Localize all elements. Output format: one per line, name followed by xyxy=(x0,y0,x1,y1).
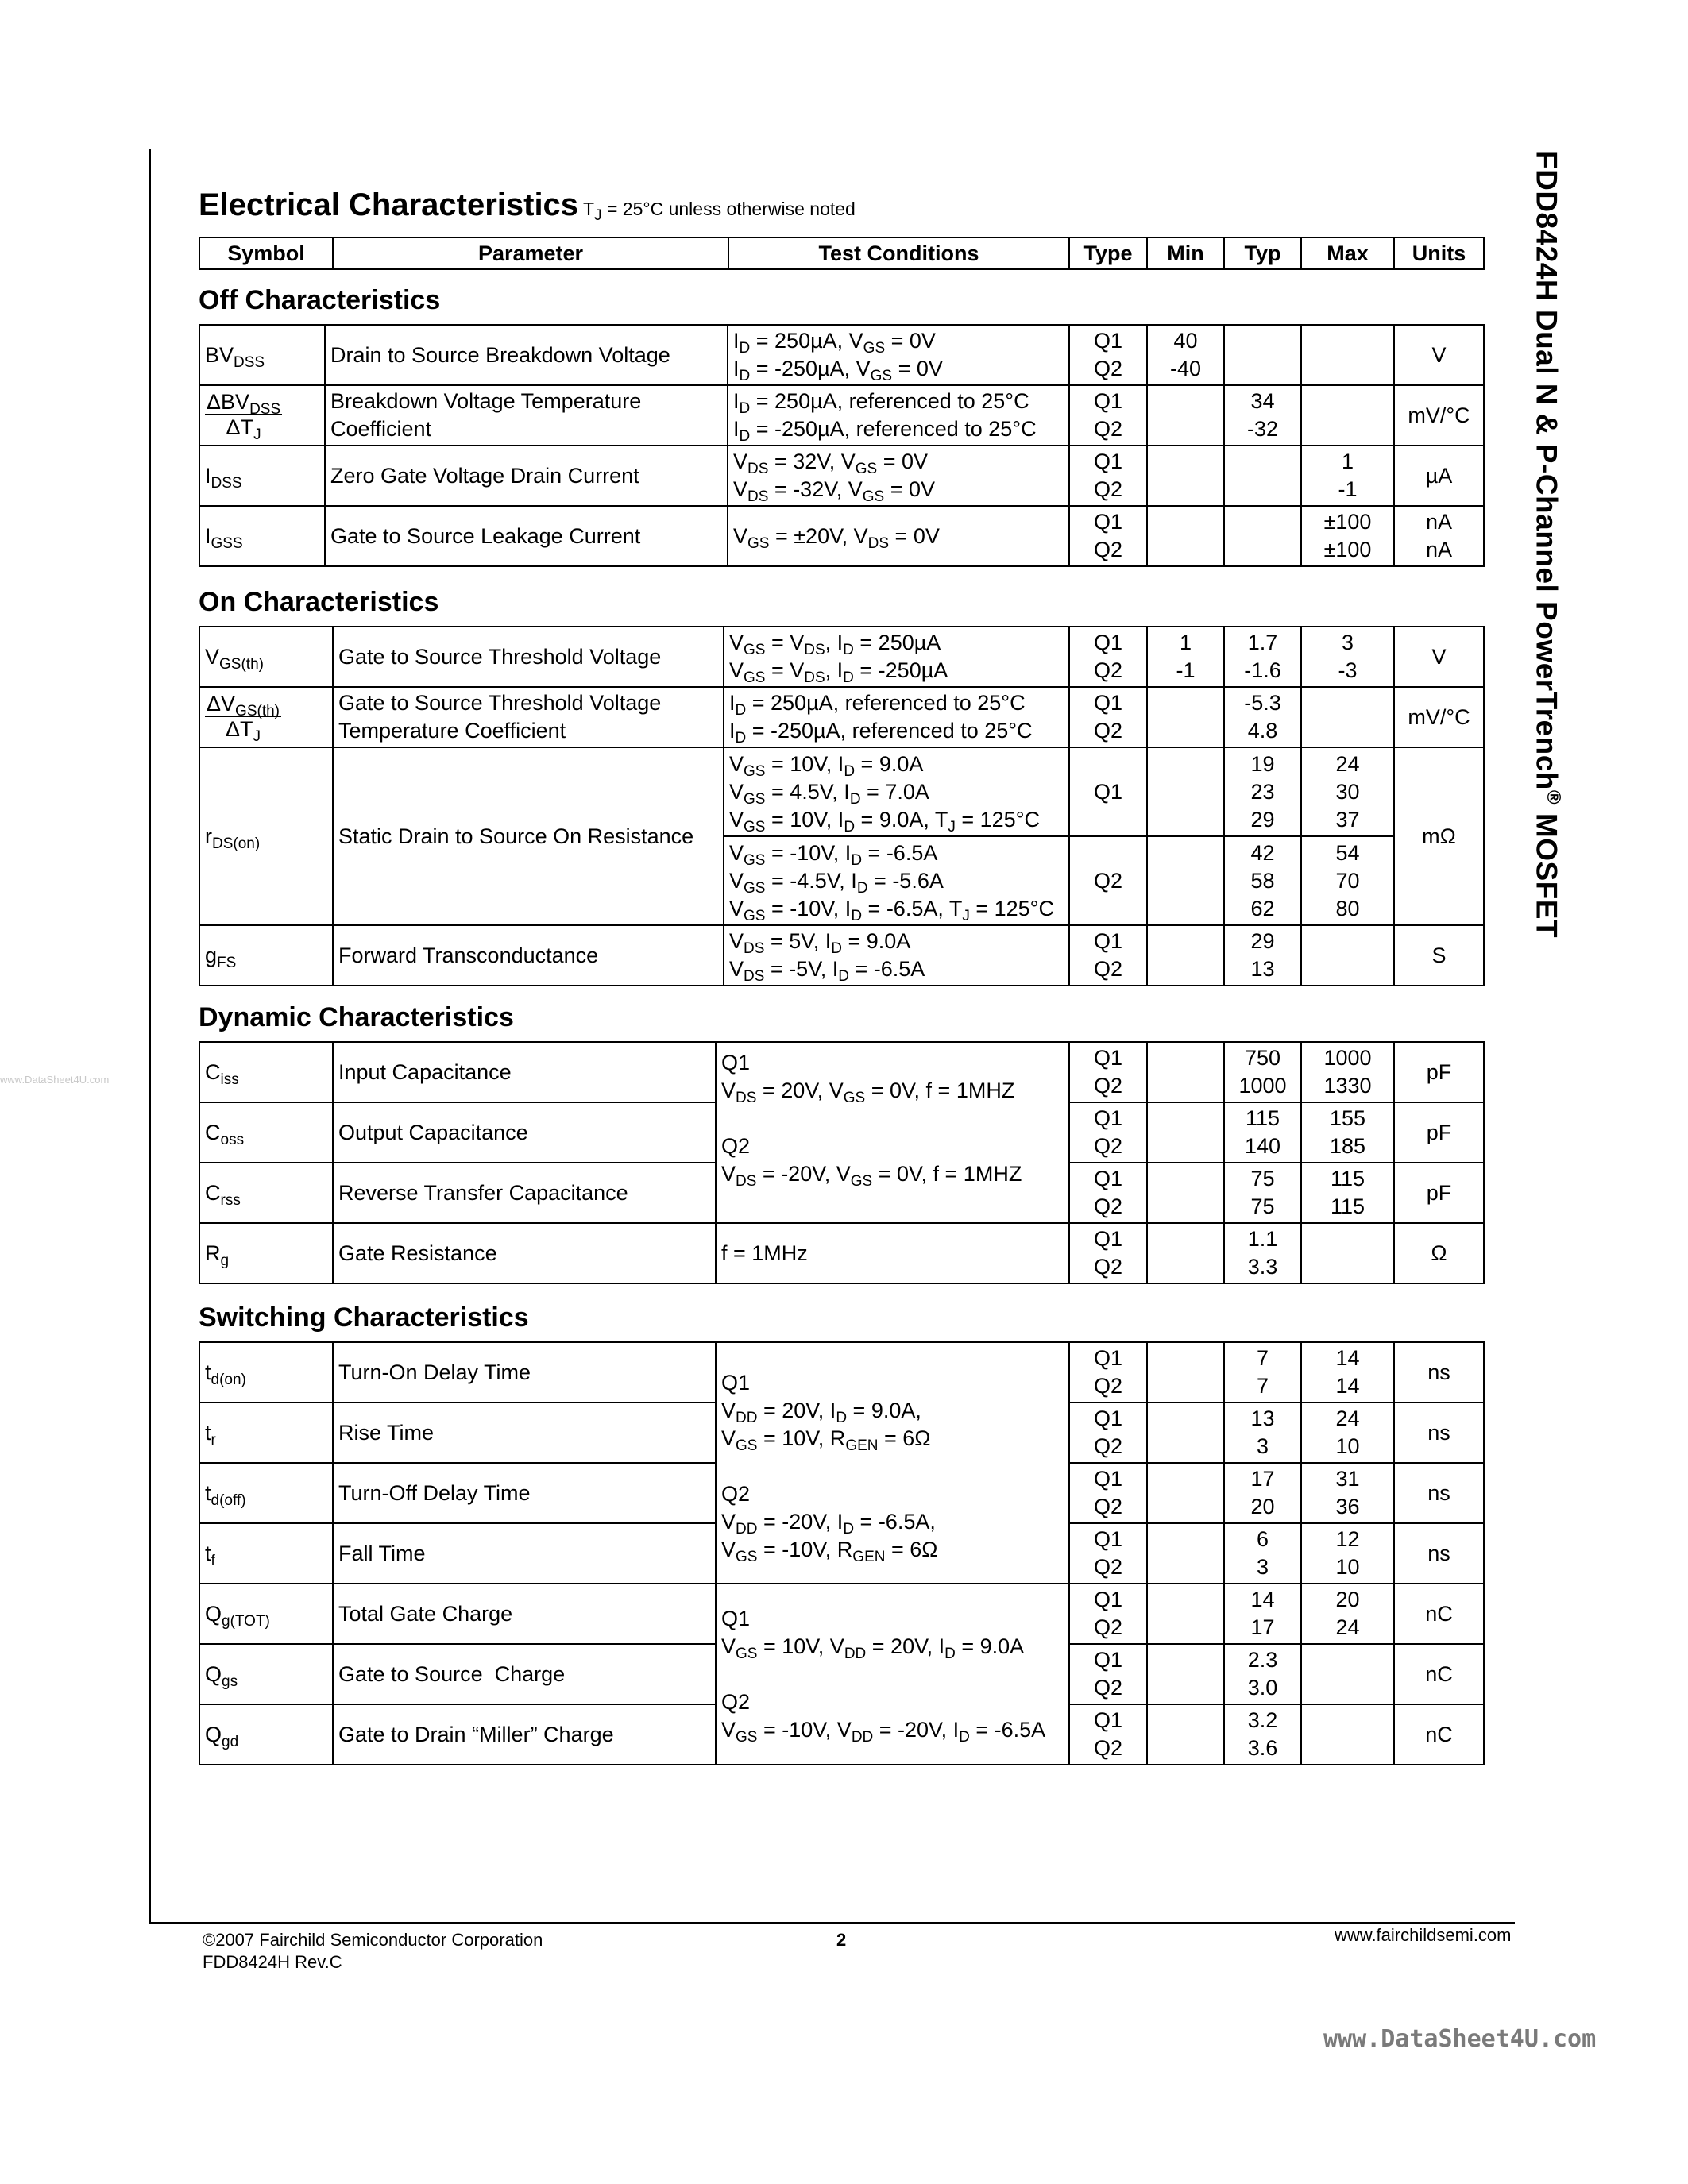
min xyxy=(1147,1523,1224,1584)
typ: 6 3 xyxy=(1224,1523,1301,1584)
col-test-conditions: Test Conditions xyxy=(728,237,1069,269)
symbol: $g_{FS}$ xyxy=(199,925,333,986)
symbol: $r_{DS(on)}$ xyxy=(199,747,333,925)
symbol: $V_{GS(th)}$ xyxy=(199,627,333,687)
min xyxy=(1147,1342,1224,1403)
dynamic-table xyxy=(199,1041,1485,1284)
parameter: Gate Resistance xyxy=(333,1223,716,1283)
type: Q1 Q2 xyxy=(1069,1523,1147,1584)
units: Ω xyxy=(1394,1223,1484,1283)
units: pF xyxy=(1394,1102,1484,1163)
units: pF xyxy=(1394,1163,1484,1223)
col-parameter: Parameter xyxy=(333,237,728,269)
page-title xyxy=(199,187,856,223)
typ xyxy=(1224,506,1301,566)
title-condition: $T_J = 25^\circ C$ unless otherwise noted xyxy=(583,199,856,224)
footer-part-rev: FDD8424H Rev.C xyxy=(203,1952,342,1972)
units: ns xyxy=(1394,1403,1484,1463)
max: 54 70 80 xyxy=(1301,836,1394,925)
max: 155 185 xyxy=(1301,1102,1394,1163)
switching-table xyxy=(199,1341,1485,1765)
parameter: Fall Time xyxy=(333,1523,716,1584)
typ: 115 140 xyxy=(1224,1102,1301,1163)
min xyxy=(1147,385,1224,446)
parameter: Rise Time xyxy=(333,1403,716,1463)
max xyxy=(1301,385,1394,446)
watermark-small: www.DataSheet4U.com xyxy=(0,1074,110,1086)
test-conditions: Q1 $V_{GS} = 10V$, $V_{DD} = 20V$, $I_D = 9.0A$ Q2 $V_{GS} = -10V$, $V_{DD} = -20V$, $I_D = -6.5A$ xyxy=(716,1584,1069,1765)
symbol: $C_{oss}$ xyxy=(199,1102,333,1163)
type: Q1 Q2 xyxy=(1069,506,1147,566)
parameter: Static Drain to Source On Resistance xyxy=(333,747,724,925)
parameter: Gate to Source Threshold Voltage Temperature Coefficient xyxy=(333,687,724,747)
min xyxy=(1147,506,1224,566)
parameter: Turn-Off Delay Time xyxy=(333,1463,716,1523)
parameter: Turn-On Delay Time xyxy=(333,1342,716,1403)
units: pF xyxy=(1394,1042,1484,1102)
max xyxy=(1301,325,1394,385)
test-conditions: $V_{DS} = 5V$, $I_D = 9.0A$ $V_{DS} = -5V$, $I_D = -6.5A$ xyxy=(724,925,1069,986)
table-row xyxy=(199,506,1484,566)
test-conditions: $V_{GS} = V_{DS}$, $I_D = 250\mu A$ $V_{GS} = V_{DS}$, $I_D = -250\mu A$ xyxy=(724,627,1069,687)
parameter: Drain to Source Breakdown Voltage xyxy=(325,325,728,385)
title-main: Electrical Characteristics xyxy=(199,187,579,222)
table-row xyxy=(199,687,1484,747)
symbol: $C_{iss}$ xyxy=(199,1042,333,1102)
min xyxy=(1147,836,1224,925)
table-row xyxy=(199,627,1484,687)
units: ns xyxy=(1394,1463,1484,1523)
min xyxy=(1147,1223,1224,1283)
section-off: Off Characteristics xyxy=(199,285,441,315)
min xyxy=(1147,925,1224,986)
min xyxy=(1147,1704,1224,1765)
units: ns xyxy=(1394,1342,1484,1403)
symbol: $Q_{gd}$ xyxy=(199,1704,333,1765)
typ: 3.2 3.6 xyxy=(1224,1704,1301,1765)
units: V xyxy=(1394,325,1484,385)
units: mΩ xyxy=(1394,747,1484,925)
units: mV/°C xyxy=(1394,687,1484,747)
footer-url[interactable]: www.fairchildsemi.com xyxy=(1335,1925,1512,1945)
min xyxy=(1147,1042,1224,1102)
table-row xyxy=(199,1342,1484,1403)
symbol: $t_r$ xyxy=(199,1403,333,1463)
table-row xyxy=(199,446,1484,506)
type: Q1 Q2 xyxy=(1069,1463,1147,1523)
typ: 2.3 3.0 xyxy=(1224,1644,1301,1704)
min xyxy=(1147,446,1224,506)
off-table xyxy=(199,324,1485,567)
min xyxy=(1147,1102,1224,1163)
typ: 7 7 xyxy=(1224,1342,1301,1403)
symbol: $I_{DSS}$ xyxy=(199,446,325,506)
max xyxy=(1301,925,1394,986)
symbol: $\frac{\Delta BV_{DSS}}{\Delta T_J}$ xyxy=(199,385,325,446)
section-dynamic: Dynamic Characteristics xyxy=(199,1002,514,1032)
max: 14 14 xyxy=(1301,1342,1394,1403)
max xyxy=(1301,1644,1394,1704)
typ: 14 17 xyxy=(1224,1584,1301,1644)
symbol: $Q_{g(TOT)}$ xyxy=(199,1584,333,1644)
max: 3 -3 xyxy=(1301,627,1394,687)
symbol: $Q_{gs}$ xyxy=(199,1644,333,1704)
parameter: Forward Transconductance xyxy=(333,925,724,986)
table-row xyxy=(199,325,1484,385)
typ: 17 20 xyxy=(1224,1463,1301,1523)
parameter: Gate to Drain “Miller” Charge xyxy=(333,1704,716,1765)
test-conditions: $I_D = 250\mu A$, $V_{GS} = 0V$ $I_D = -250\mu A$, $V_{GS} = 0V$ xyxy=(728,325,1069,385)
typ: 19 23 29 xyxy=(1224,747,1301,836)
parameter: Reverse Transfer Capacitance xyxy=(333,1163,716,1223)
table-row xyxy=(199,385,1484,446)
min: 1 -1 xyxy=(1147,627,1224,687)
section-switching: Switching Characteristics xyxy=(199,1302,529,1333)
table-row xyxy=(199,1584,1484,1644)
typ: 75 75 xyxy=(1224,1163,1301,1223)
typ: 34 -32 xyxy=(1224,385,1301,446)
type: Q1 Q2 xyxy=(1069,1644,1147,1704)
max xyxy=(1301,687,1394,747)
symbol: $BV_{DSS}$ xyxy=(199,325,325,385)
max: 1 -1 xyxy=(1301,446,1394,506)
test-conditions: f = 1MHz xyxy=(716,1223,1069,1283)
type: Q1 Q2 xyxy=(1069,1102,1147,1163)
type: Q1 Q2 xyxy=(1069,925,1147,986)
col-max: Max xyxy=(1301,237,1394,269)
footer-copyright: ©2007 Fairchild Semiconductor Corporation xyxy=(203,1930,543,1950)
units: nC xyxy=(1394,1644,1484,1704)
min xyxy=(1147,1403,1224,1463)
parameter: Gate to Source Leakage Current xyxy=(325,506,728,566)
max: 12 10 xyxy=(1301,1523,1394,1584)
type: Q1 Q2 xyxy=(1069,627,1147,687)
parameter: Breakdown Voltage Temperature Coefficient xyxy=(325,385,728,446)
max: 24 10 xyxy=(1301,1403,1394,1463)
typ: 13 3 xyxy=(1224,1403,1301,1463)
test-conditions: $V_{GS} = \pm 20V$, $V_{DS} = 0V$ xyxy=(728,506,1069,566)
test-conditions: $V_{GS} = -10V$, $I_D = -6.5A$ $V_{GS} = -4.5V$, $I_D = -5.6A$ $V_{GS} = -10V$, $I_D = -6.5A$, $T_J = 125^\circ C$ xyxy=(724,836,1069,925)
type: Q1 Q2 xyxy=(1069,1223,1147,1283)
units: nA nA xyxy=(1394,506,1484,566)
test-conditions: Q1 $V_{DD} = 20V$, $I_D = 9.0A$, $V_{GS} = 10V$, $R_{GEN} = 6\Omega$ Q2 $V_{DD} = -20V$, $I_D = -6.5A$, $V_{GS} = -10V$, $R_{GEN} = 6\Omega$ xyxy=(716,1342,1069,1584)
symbol: $\frac{\Delta V_{GS(th)}}{\Delta T_J}$ xyxy=(199,687,333,747)
type: Q1 Q2 xyxy=(1069,1342,1147,1403)
table-row xyxy=(199,925,1484,986)
symbol: $C_{rss}$ xyxy=(199,1163,333,1223)
typ: -5.3 4.8 xyxy=(1224,687,1301,747)
min xyxy=(1147,1163,1224,1223)
max xyxy=(1301,1223,1394,1283)
type: Q1 Q2 xyxy=(1069,1163,1147,1223)
col-min: Min xyxy=(1147,237,1224,269)
units: nC xyxy=(1394,1584,1484,1644)
side-title: FDD8424H Dual N & P-Channel PowerTrench® MOSFET xyxy=(1530,151,1564,939)
type: Q1 Q2 xyxy=(1069,1403,1147,1463)
max xyxy=(1301,1704,1394,1765)
parameter: Gate to Source Charge xyxy=(333,1644,716,1704)
section-on: On Characteristics xyxy=(199,587,439,617)
max: 31 36 xyxy=(1301,1463,1394,1523)
col-typ: Typ xyxy=(1224,237,1301,269)
min xyxy=(1147,1644,1224,1704)
max: 1000 1330 xyxy=(1301,1042,1394,1102)
header-table xyxy=(199,237,1485,270)
type: Q1 Q2 xyxy=(1069,446,1147,506)
typ: 750 1000 xyxy=(1224,1042,1301,1102)
units: ns xyxy=(1394,1523,1484,1584)
units: mV/°C xyxy=(1394,385,1484,446)
test-conditions: $V_{GS} = 10V$, $I_D = 9.0A$ $V_{GS} = 4.5V$, $I_D = 7.0A$ $V_{GS} = 10V$, $I_D = 9.0A$, $T_J = 125^\circ C$ xyxy=(724,747,1069,836)
test-conditions: Q1 $V_{DS} = 20V$, $V_{GS} = 0V$, f = 1MHZ Q2 $V_{DS} = -20V$, $V_{GS} = 0V$, f = 1MHZ xyxy=(716,1042,1069,1223)
max: ±100 ±100 xyxy=(1301,506,1394,566)
typ: 42 58 62 xyxy=(1224,836,1301,925)
type: Q1 Q2 xyxy=(1069,687,1147,747)
typ xyxy=(1224,325,1301,385)
typ: 29 13 xyxy=(1224,925,1301,986)
units: nC xyxy=(1394,1704,1484,1765)
typ: 1.1 3.3 xyxy=(1224,1223,1301,1283)
col-type: Type xyxy=(1069,237,1147,269)
symbol: $R_g$ xyxy=(199,1223,333,1283)
watermark: www.DataSheet4U.com xyxy=(1323,2025,1597,2053)
type: Q2 xyxy=(1069,836,1147,925)
table-row xyxy=(199,1223,1484,1283)
parameter: Input Capacitance xyxy=(333,1042,716,1102)
min: 40 -40 xyxy=(1147,325,1224,385)
min xyxy=(1147,1463,1224,1523)
test-conditions: $I_D = 250\mu A$, referenced to 25°C $I_D = -250\mu A$, referenced to 25°C xyxy=(728,385,1069,446)
parameter: Gate to Source Threshold Voltage xyxy=(333,627,724,687)
footer-page-number: 2 xyxy=(836,1930,847,1950)
test-conditions: $I_D = 250\mu A$, referenced to 25°C $I_D = -250\mu A$, referenced to 25°C xyxy=(724,687,1069,747)
max: 24 30 37 xyxy=(1301,747,1394,836)
units: V xyxy=(1394,627,1484,687)
min xyxy=(1147,687,1224,747)
type: Q1 Q2 xyxy=(1069,1042,1147,1102)
type: Q1 xyxy=(1069,747,1147,836)
parameter: Output Capacitance xyxy=(333,1102,716,1163)
type: Q1 Q2 xyxy=(1069,1704,1147,1765)
test-conditions: $V_{DS} = 32V$, $V_{GS} = 0V$ $V_{DS} = -32V$, $V_{GS} = 0V$ xyxy=(728,446,1069,506)
type: Q1 Q2 xyxy=(1069,325,1147,385)
col-symbol: Symbol xyxy=(199,237,333,269)
col-units: Units xyxy=(1394,237,1484,269)
max: 20 24 xyxy=(1301,1584,1394,1644)
symbol: $t_{d(on)}$ xyxy=(199,1342,333,1403)
max: 115 115 xyxy=(1301,1163,1394,1223)
parameter: Zero Gate Voltage Drain Current xyxy=(325,446,728,506)
symbol: $I_{GSS}$ xyxy=(199,506,325,566)
parameter: Total Gate Charge xyxy=(333,1584,716,1644)
symbol: $t_{d(off)}$ xyxy=(199,1463,333,1523)
units: S xyxy=(1394,925,1484,986)
min xyxy=(1147,1584,1224,1644)
table-row xyxy=(199,747,1484,836)
typ: 1.7 -1.6 xyxy=(1224,627,1301,687)
min xyxy=(1147,747,1224,836)
symbol: $t_f$ xyxy=(199,1523,333,1584)
table-row xyxy=(199,1042,1484,1102)
units: µA xyxy=(1394,446,1484,506)
type: Q1 Q2 xyxy=(1069,385,1147,446)
type: Q1 Q2 xyxy=(1069,1584,1147,1644)
typ xyxy=(1224,446,1301,506)
on-table xyxy=(199,626,1485,986)
